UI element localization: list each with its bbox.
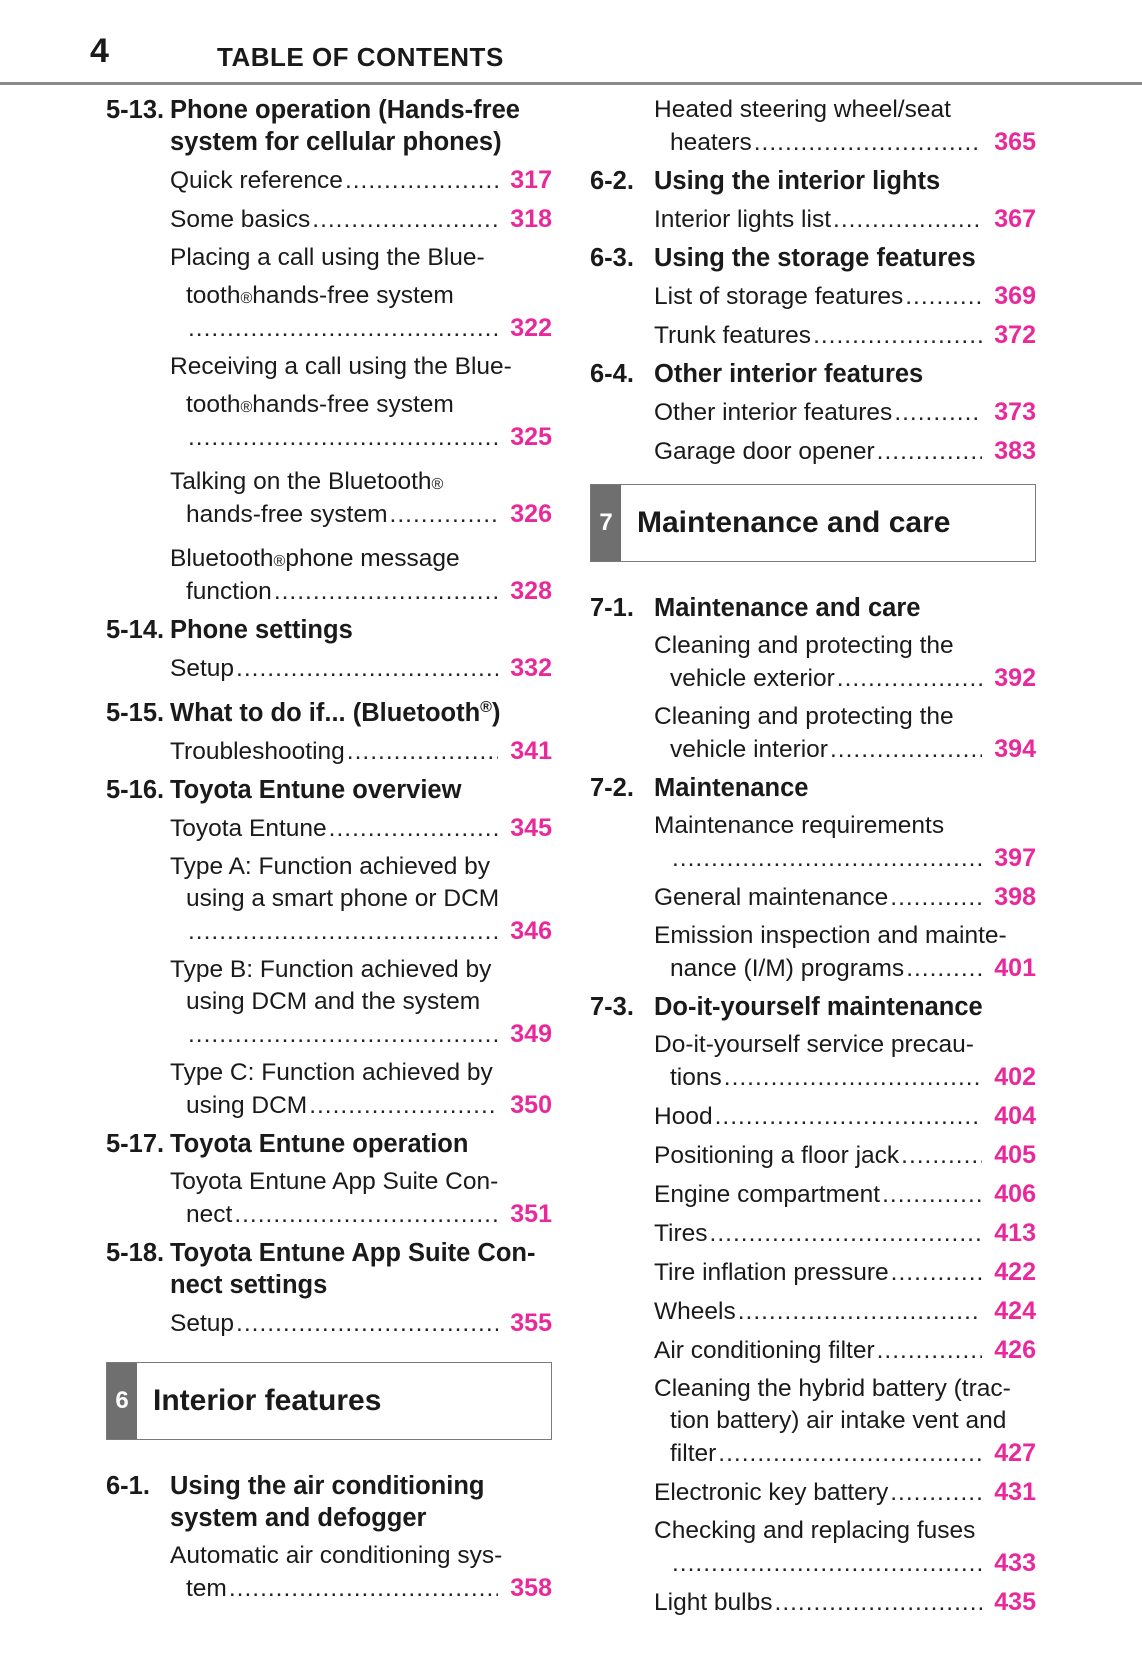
header-divider — [0, 82, 1142, 85]
toc-section-7-1: 7-1. Maintenance and care Cleaning and protecting the vehicle exterior ..... 392 Cleaning and protecting the vehicle interior ..... 394 — [590, 592, 1036, 766]
toc-section-6-3: 6-3. Using the storage features List of storage features ..... 369 Trunk features ..... 372 — [590, 242, 1036, 352]
page-ref: 322 — [510, 314, 552, 342]
toc-section-5-18: 5-18. Toyota Entune App Suite Con- nect settings Setup ..... 355 — [106, 1237, 552, 1340]
toc-section-5-13 — [106, 94, 552, 608]
page-ref: 358 — [510, 1574, 552, 1602]
toc-entry[interactable]: Tires ..... 413 — [654, 1217, 1036, 1250]
page-ref: 413 — [994, 1219, 1036, 1247]
page-ref: 397 — [994, 844, 1036, 872]
page-ref: 383 — [994, 437, 1036, 465]
toc-section-6-2: 6-2. Using the interior lights Interior lights list ..... 367 — [590, 165, 1036, 236]
chapter-number: 6 — [107, 1363, 137, 1439]
page-ref: 431 — [994, 1478, 1036, 1506]
page-ref: 351 — [510, 1200, 552, 1228]
section-title: Maintenance and care — [654, 594, 921, 622]
page-ref: 365 — [994, 128, 1036, 156]
toc-entry[interactable]: Some basics ..... 318 — [170, 203, 552, 236]
toc-entry[interactable]: Other interior features ..... 373 — [654, 396, 1036, 429]
page-ref: 325 — [510, 423, 552, 451]
page-ref: 402 — [994, 1063, 1036, 1091]
page-number: 4 — [90, 32, 109, 70]
section-title: Phone operation (Hands-free system for cellular phones) — [170, 96, 520, 156]
toc-entry[interactable]: Type C: Function achieved by using DCM ..... 350 — [170, 1057, 552, 1122]
toc-entry[interactable]: Setup ..... 332 — [170, 652, 552, 685]
toc-entry[interactable]: Positioning a floor jack ..... 405 — [654, 1139, 1036, 1172]
toc-section-7-2: 7-2. Maintenance Maintenance requirements ..... 397 General maintenance ..... 398 Emission inspection and mainte- nance (I/M) programs ..... 401 — [590, 772, 1036, 985]
section-title: What to do if... (Bluetooth®) — [170, 699, 501, 727]
section-title: Phone settings — [170, 616, 353, 644]
page-ref: 435 — [994, 1588, 1036, 1616]
toc-entry[interactable]: List of storage features ..... 369 — [654, 280, 1036, 313]
section-title: Toyota Entune App Suite Con- nect settings — [170, 1239, 536, 1299]
page-ref: 426 — [994, 1336, 1036, 1364]
section-title: Using the interior lights — [654, 167, 941, 195]
toc-entry[interactable]: Placing a call using the Blue- tooth ® hands-free system ..... 322 — [170, 242, 552, 345]
toc-entry[interactable]: Hood ..... 404 — [654, 1100, 1036, 1133]
section-title: Do-it-yourself maintenance — [654, 993, 983, 1021]
page-ref: 404 — [994, 1102, 1036, 1130]
section-title: Toyota Entune overview — [170, 776, 462, 804]
toc-entry[interactable]: Tire inflation pressure ..... 422 — [654, 1256, 1036, 1289]
toc-entry[interactable]: Toyota Entune App Suite Con- nect ..... 351 — [170, 1166, 552, 1231]
page-ref: 318 — [510, 205, 552, 233]
toc-entry[interactable]: Wheels ..... 424 — [654, 1295, 1036, 1328]
toc-entry[interactable]: Cleaning and protecting the vehicle exterior ..... 392 — [654, 630, 1036, 695]
page-ref: 392 — [994, 664, 1036, 692]
page-ref: 427 — [994, 1439, 1036, 1467]
toc-entry[interactable]: Type A: Function achieved by using a smart phone or DCM ..... 346 — [170, 851, 552, 948]
page-ref: 349 — [510, 1020, 552, 1048]
page-ref: 345 — [510, 814, 552, 842]
page-ref: 401 — [994, 954, 1036, 982]
toc-entry[interactable]: Receiving a call using the Blue- tooth ® hands-free system ..... 325 — [170, 351, 552, 454]
page-ref: 350 — [510, 1091, 552, 1119]
toc-entry[interactable]: Light bulbs ..... 435 — [654, 1586, 1036, 1619]
toc-entry[interactable]: Garage door opener ..... 383 — [654, 435, 1036, 468]
page-ref: 422 — [994, 1258, 1036, 1286]
section-title: Using the storage features — [654, 244, 976, 272]
chapter-number: 7 — [591, 485, 621, 561]
toc-entry[interactable]: Do-it-yourself service precau- tions ..... 402 — [654, 1029, 1036, 1094]
chapter-title: Interior features — [153, 1384, 382, 1417]
page-ref: 406 — [994, 1180, 1036, 1208]
page-ref: 341 — [510, 737, 552, 765]
toc-section-5-16: 5-16. Toyota Entune overview Toyota Entune ..... 345 Type A: Function achieved by using a smart phone or DCM ..... 346 Type B: Function achieved by using DCM and the system ..... 349 Type C: Function achieved by using DCM ..... 350 — [106, 774, 552, 1122]
toc-entry[interactable]: Type B: Function achieved by using DCM and the system ..... 349 — [170, 954, 552, 1051]
page-ref: 372 — [994, 321, 1036, 349]
page-ref: 373 — [994, 398, 1036, 426]
toc-section-6-4: 6-4. Other interior features Other interior features ..... 373 Garage door opener ..... 383 — [590, 358, 1036, 468]
toc-entry[interactable]: Emission inspection and mainte- nance (I/M) programs ..... 401 — [654, 920, 1036, 985]
page-header — [0, 0, 1142, 86]
toc-section-5-17: 5-17. Toyota Entune operation Toyota Entune App Suite Con- nect ..... 351 — [106, 1128, 552, 1231]
toc-section-7-3: 7-3. Do-it-yourself maintenance Do-it-yourself service precau- tions ..... 402 Hood ..... 404 Positioning a floor jack ..... 405 Engine compartment ..... 406 Tires ..... 413 Tire inflation pressure ..... 422 Wheels ..... 424 Air conditioning filter ..... 426 Cleaning the hybrid battery (trac- tion battery) air intake vent and filter ..... 427 Electronic key battery ..... 431 Checking and replacing fuses ..... 433 Light bulbs ..... 435 — [590, 991, 1036, 1619]
page-ref: 332 — [510, 654, 552, 682]
toc-entry[interactable]: Checking and replacing fuses ..... 433 — [654, 1515, 1036, 1580]
toc-entry[interactable]: Quick reference ..... 317 — [170, 164, 552, 197]
toc-entry[interactable]: Automatic air conditioning sys- tem ..... 358 — [170, 1540, 552, 1605]
section-title: Using the air conditioning system and defogger — [170, 1472, 485, 1532]
section-title: Toyota Entune operation — [170, 1130, 469, 1158]
page-ref: 398 — [994, 883, 1036, 911]
toc-entry[interactable]: Air conditioning filter ..... 426 — [654, 1334, 1036, 1367]
chapter-title: Maintenance and care — [637, 506, 951, 539]
toc-section-5-14: 5-14. Phone settings Setup ..... 332 — [106, 614, 552, 685]
toc-entry[interactable]: General maintenance ..... 398 — [654, 881, 1036, 914]
toc-entry[interactable]: Engine compartment ..... 406 — [654, 1178, 1036, 1211]
page-ref: 394 — [994, 735, 1036, 763]
toc-column-left — [106, 94, 552, 1605]
toc-entry[interactable]: Maintenance requirements ..... 397 — [654, 810, 1036, 875]
section-number: 5-13. — [106, 96, 165, 124]
toc-entry[interactable]: Electronic key battery ..... 431 — [654, 1476, 1036, 1509]
toc-column-right — [590, 94, 1036, 1619]
page-ref: 328 — [510, 577, 552, 605]
page-ref: 369 — [994, 282, 1036, 310]
chapter-heading-7[interactable] — [590, 484, 1036, 562]
page-ref: 317 — [510, 166, 552, 194]
toc-section-6-1: 6-1. Using the air conditioning system and defogger Automatic air conditioning sys- tem ..... 358 — [106, 1470, 552, 1605]
page-ref: 355 — [510, 1309, 552, 1337]
chapter-heading-6[interactable] — [106, 1362, 552, 1440]
page-ref: 433 — [994, 1549, 1036, 1577]
toc-entry[interactable]: Heated steering wheel/seat heaters ..... 365 — [654, 94, 1036, 159]
toc-entry[interactable]: Interior lights list ..... 367 — [654, 203, 1036, 236]
toc-section-5-15: 5-15. What to do if... (Bluetooth®) Troubleshooting ..... 341 — [106, 697, 552, 768]
toc-entry[interactable]: Troubleshooting ..... 341 — [170, 735, 552, 768]
toc-entry[interactable]: Bluetooth ® phone message function ..... 328 — [170, 543, 552, 608]
toc-entry[interactable]: Setup ..... 355 — [170, 1307, 552, 1340]
page-title: TABLE OF CONTENTS — [217, 42, 504, 72]
page-ref: 367 — [994, 205, 1036, 233]
section-title: Maintenance — [654, 774, 809, 802]
toc-entry[interactable]: Talking on the Bluetooth ® hands-free system ..... 326 — [170, 466, 552, 531]
toc-entry[interactable]: Cleaning and protecting the vehicle interior ..... 394 — [654, 701, 1036, 766]
toc-entry[interactable]: Cleaning the hybrid battery (trac- tion battery) air intake vent and filter ..... 427 — [654, 1373, 1036, 1470]
toc-entry[interactable]: Toyota Entune ..... 345 — [170, 812, 552, 845]
page-ref: 326 — [510, 500, 552, 528]
page-ref: 346 — [510, 917, 552, 945]
section-title: Other interior features — [654, 360, 924, 388]
page-ref: 405 — [994, 1141, 1036, 1169]
page-ref: 424 — [994, 1297, 1036, 1325]
toc-entry[interactable]: Trunk features ..... 372 — [654, 319, 1036, 352]
